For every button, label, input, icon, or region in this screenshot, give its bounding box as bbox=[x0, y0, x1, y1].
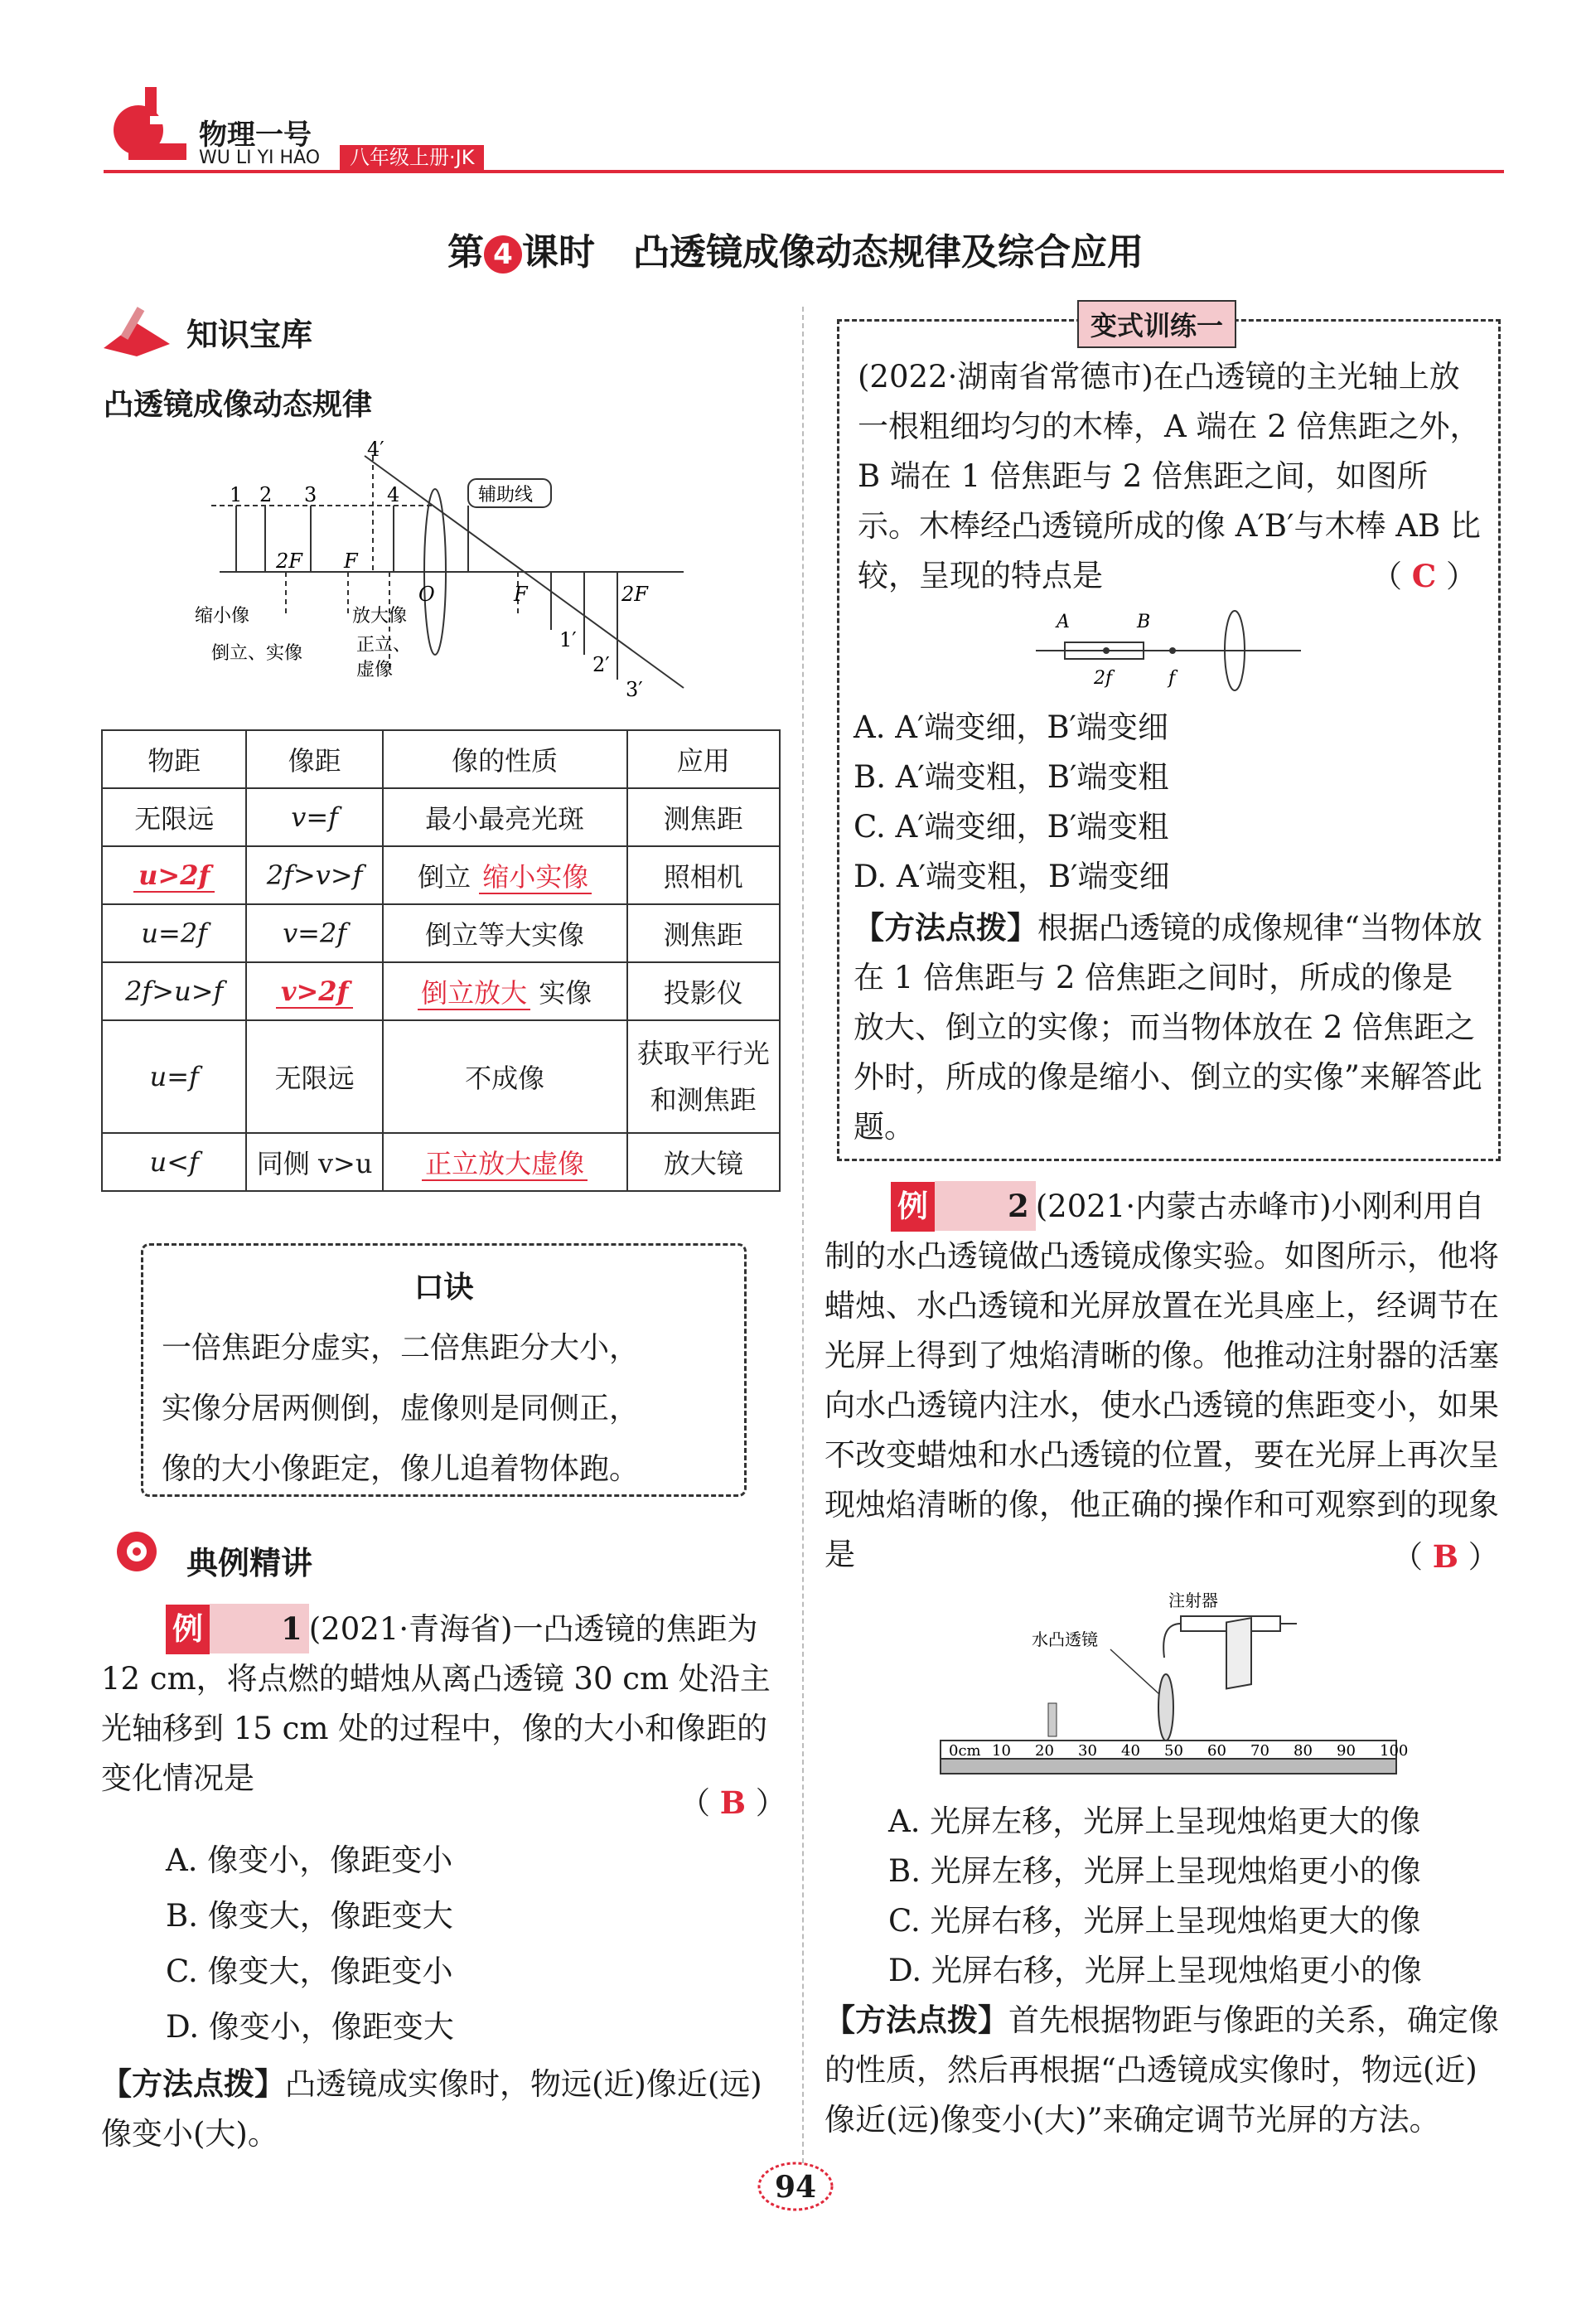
bench-tick-label: 60 bbox=[1207, 1742, 1226, 1760]
diag-label-1: 1 bbox=[230, 483, 243, 506]
example-1-option-c: C. 像变大，像距变小 bbox=[166, 1954, 453, 1989]
lesson-number: 4 bbox=[484, 235, 522, 274]
example-1 bbox=[101, 1604, 785, 1804]
example-2-question: (2021·内蒙古赤峰市)小刚利用自制的水凸透镜做凸透镜成像实验。如图所示，他将蜡烛、水凸透镜和光屏放置在光具座上，经调节在光屏上得到了烛焰清晰的像。他推动注射器的活塞向水凸透镜内注水，使水凸透镜的焦距变小，如果不改变蜡烛和水凸透镜的位置，要在光屏上再次呈现烛焰清晰的像，他正确的操作和可观察到的现象是 bbox=[825, 1189, 1499, 1572]
brand-pinyin: WU LI YI HAO bbox=[199, 148, 321, 168]
diag-label-2F-right: 2F bbox=[621, 583, 648, 606]
svg-text:f: f bbox=[1168, 668, 1176, 689]
diag-aux-line-label: 辅助线 bbox=[478, 485, 534, 506]
example-2-option-c: C. 光屏右移，光屏上呈现烛焰更大的像 bbox=[888, 1903, 1421, 1939]
rhyme-title: 口诀 bbox=[413, 1271, 474, 1305]
variation-answer: （ C ） bbox=[1371, 558, 1477, 594]
bench-tick-label: 90 bbox=[1337, 1742, 1356, 1760]
imaging-properties-table bbox=[101, 729, 781, 1192]
variation-option-c: C. A′端变细，B′端变粗 bbox=[854, 809, 1169, 845]
bench-tick-label: 100 bbox=[1380, 1742, 1409, 1760]
header-divider bbox=[104, 170, 1504, 173]
example-1-option-d: D. 像变小，像距变大 bbox=[166, 2009, 454, 2045]
rhyme-line-1: 一倍焦距分虚实，二倍焦距分大小， bbox=[162, 1331, 640, 1365]
diag-label-4p: 4′ bbox=[367, 438, 384, 461]
diag-shrink-label: 缩小像 bbox=[195, 606, 250, 627]
example-1-num: 1 bbox=[210, 1604, 309, 1653]
example-2-option-a: A. 光屏左移，光屏上呈现烛焰更大的像 bbox=[888, 1804, 1421, 1839]
diag-label-1p: 1′ bbox=[559, 628, 577, 651]
bench-tick-label: 0cm bbox=[949, 1742, 981, 1760]
column-divider bbox=[802, 307, 804, 2163]
rhyme-line-3: 像的大小像距定，像儿追着物体跑。 bbox=[162, 1452, 640, 1486]
variation-figure bbox=[1036, 601, 1301, 700]
page-number: 94 bbox=[754, 2170, 837, 2205]
diag-label-2: 2 bbox=[259, 483, 273, 506]
header-logo bbox=[104, 79, 195, 170]
bench-tick-label: 50 bbox=[1164, 1742, 1183, 1760]
diag-inverted-real-label: 倒立、实像 bbox=[211, 643, 303, 664]
table-row: 无限远 v=f 最小最亮光斑 测焦距 bbox=[102, 788, 780, 846]
diag-label-4: 4 bbox=[387, 483, 400, 506]
section-examples: 典例精讲 bbox=[186, 1545, 313, 1581]
book-pen-icon bbox=[104, 307, 178, 356]
bench-tick-label: 80 bbox=[1294, 1742, 1313, 1760]
brand-cn: 物理一号 bbox=[199, 119, 312, 152]
example-2-num: 2 bbox=[935, 1181, 1036, 1231]
table-row: u>2f 2f>v>f 倒立 缩小实像 照相机 bbox=[102, 846, 780, 904]
variation-title: 变式训练一 bbox=[1077, 300, 1236, 348]
variation-question: (2022·湖南省常德市)在凸透镜的主光轴上放一根粗细均匀的木棒，A 端在 2 倍焦距之外，B 端在 1 倍焦距与 2 倍焦距之间，如图所示。木棒经凸透镜所成的像 A′B′与木棒 AB 比较，呈现的特点是 bbox=[858, 359, 1481, 593]
svg-text:水凸透镜: 水凸透镜 bbox=[1032, 1629, 1098, 1649]
svg-text:B: B bbox=[1137, 612, 1151, 632]
example-1-label: 例 bbox=[166, 1605, 210, 1654]
example-2-label: 例 bbox=[891, 1182, 935, 1232]
example-1-option-b: B. 像变大，像距变大 bbox=[166, 1898, 453, 1934]
example-2-option-d: D. 光屏右移，光屏上呈现烛焰更小的像 bbox=[888, 1953, 1422, 1988]
section-icon-knowledge bbox=[104, 307, 178, 360]
example-1-answer: （ B ） bbox=[679, 1784, 786, 1821]
bench-tick-label: 10 bbox=[992, 1742, 1011, 1760]
th-object-distance: 物距 bbox=[102, 730, 246, 788]
variation-option-b: B. A′端变粗，B′端变粗 bbox=[854, 759, 1169, 795]
bench-tick-label: 70 bbox=[1250, 1742, 1269, 1760]
th-image-distance: 像距 bbox=[246, 730, 382, 788]
diag-virtual-label: 虚像 bbox=[356, 660, 394, 680]
variation-tip: 【方法点拨】根据凸透镜的成像规律“当物体放在 1 倍焦距与 2 倍焦距之间时，所成的像是放大、倒立的实像；而当物体放在 2 倍焦距之外时，所成的像是缩小、倒立的实像”来解答此题。 bbox=[854, 910, 1482, 1145]
optical-bench-figure bbox=[932, 1583, 1409, 1790]
section-knowledge: 知识宝库 bbox=[186, 317, 313, 353]
bench-tick-label: 30 bbox=[1078, 1742, 1097, 1760]
rhyme-box bbox=[141, 1243, 747, 1497]
diag-label-2p: 2′ bbox=[592, 653, 610, 676]
example-2-answer: （ B ） bbox=[1392, 1538, 1499, 1575]
diag-label-F: F bbox=[344, 550, 358, 573]
svg-text:A: A bbox=[1057, 612, 1070, 632]
diag-enlarge-label: 放大像 bbox=[352, 606, 408, 627]
example-1-option-a: A. 像变小，像距变小 bbox=[166, 1842, 453, 1878]
diag-upright-label: 正立、 bbox=[356, 635, 412, 656]
example-1-tip: 【方法点拨】凸透镜成实像时，物远(近)像近(远)像变小(大)。 bbox=[101, 2066, 762, 2152]
example-2-tip: 【方法点拨】首先根据物距与像距的关系，确定像的性质，然后再根据“凸透镜成实像时，物远(近)像近(远)像变小(大)”来确定调节光屏的方法。 bbox=[825, 2002, 1499, 2138]
diag-label-O: O bbox=[418, 583, 435, 606]
rhyme-line-2: 实像分居两侧倒，虚像则是同侧正， bbox=[162, 1392, 640, 1426]
th-image-property: 像的性质 bbox=[383, 730, 627, 788]
bench-tick-label: 40 bbox=[1121, 1742, 1140, 1760]
svg-text:2f: 2f bbox=[1094, 668, 1113, 689]
svg-text:注射器: 注射器 bbox=[1168, 1590, 1218, 1610]
diag-label-3: 3 bbox=[304, 483, 317, 506]
target-icon bbox=[104, 1525, 178, 1575]
table-row: u=f 无限远 不成像 获取平行光和测焦距 bbox=[102, 1020, 780, 1133]
table-row: u=2f v=2f 倒立等大实像 测焦距 bbox=[102, 904, 780, 962]
variation-option-a: A. A′端变细，B′端变细 bbox=[854, 709, 1168, 745]
th-application: 应用 bbox=[627, 730, 780, 788]
microscope-icon bbox=[104, 79, 195, 170]
bench-tick-label: 20 bbox=[1035, 1742, 1054, 1760]
variation-option-d: D. A′端变粗，B′端变细 bbox=[854, 859, 1170, 894]
example-2-option-b: B. 光屏左移，光屏上呈现烛焰更小的像 bbox=[888, 1853, 1421, 1889]
example-1-question: (2021·青海省)一凸透镜的焦距为12 cm，将点燃的蜡烛从离凸透镜 30 cm 处沿主光轴移到 15 cm 处的过程中，像的大小和像距的变化情况是 bbox=[101, 1611, 771, 1796]
grade-badge: 八年级上册·JK bbox=[340, 145, 484, 170]
section-icon-examples bbox=[104, 1525, 178, 1578]
lens-imaging-diagram bbox=[186, 439, 700, 704]
table-row: 2f>u>f v>2f 倒立放大 实像 投影仪 bbox=[102, 962, 780, 1020]
example-2 bbox=[825, 1181, 1500, 1580]
subheading-dynamic-rules: 凸透镜成像动态规律 bbox=[104, 388, 373, 422]
diag-label-F-right: F bbox=[514, 583, 528, 606]
diag-label-3p: 3′ bbox=[626, 678, 643, 701]
diag-label-2F: 2F bbox=[276, 550, 302, 573]
page-title: 第 4 课时 凸透镜成像动态规律及综合应用 bbox=[447, 231, 1144, 274]
table-row: u<f 同侧 v>u 正立放大虚像 放大镜 bbox=[102, 1133, 780, 1191]
